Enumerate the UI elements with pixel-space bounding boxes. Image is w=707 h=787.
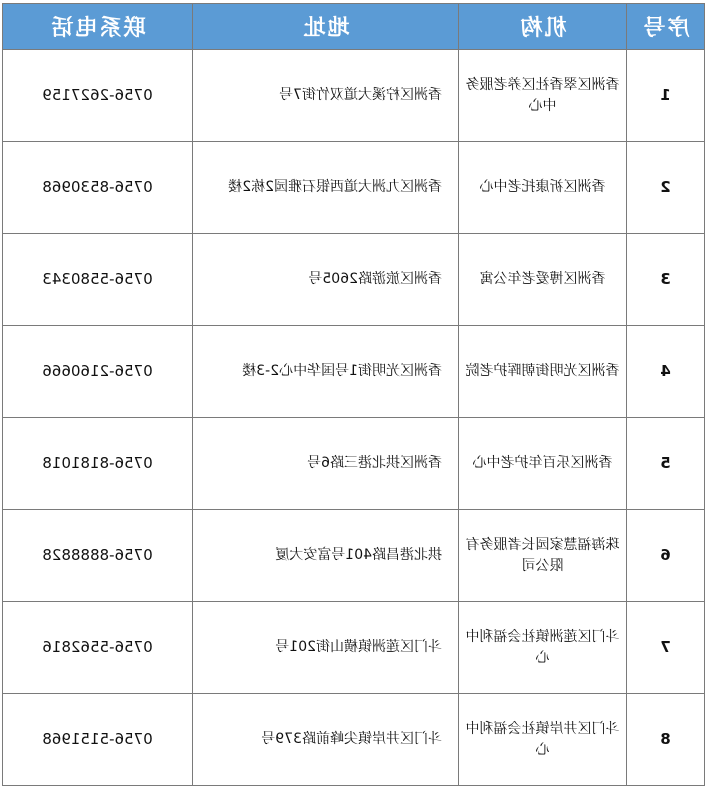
row-address: 拱北港昌路401号富安大厦 xyxy=(193,510,459,602)
row-phone: 0756-5562816 xyxy=(3,602,193,694)
row-index: 5 xyxy=(627,418,705,510)
row-org: 香洲区光明街朝晖护老院 xyxy=(459,326,627,418)
table-row xyxy=(3,510,705,602)
header-index: 序号 xyxy=(627,4,705,50)
table-row xyxy=(3,418,705,510)
row-org: 斗门区井岸镇社会福利中心 xyxy=(459,694,627,786)
header-address: 地址 xyxy=(193,4,459,50)
table-row xyxy=(3,234,705,326)
header-phone: 联系电话 xyxy=(3,4,193,50)
row-phone: 0756-8181018 xyxy=(3,418,193,510)
table-row xyxy=(3,142,705,234)
row-org: 香洲区乐百年护老中心 xyxy=(459,418,627,510)
row-org: 香洲区翠香社区养老服务中心 xyxy=(459,50,627,142)
row-address: 香洲区柠溪大道双竹街7号 xyxy=(193,50,459,142)
row-index: 4 xyxy=(627,326,705,418)
row-org: 香洲区祈康托老中心 xyxy=(459,142,627,234)
row-phone: 0756-2160666 xyxy=(3,326,193,418)
row-index: 6 xyxy=(627,510,705,602)
table-row xyxy=(3,694,705,786)
row-org: 香洲区博爱老年公寓 xyxy=(459,234,627,326)
row-index: 3 xyxy=(627,234,705,326)
row-phone: 0756-5580343 xyxy=(3,234,193,326)
row-index: 2 xyxy=(627,142,705,234)
row-address: 斗门区井岸镇尖峰前路379号 xyxy=(193,694,459,786)
table-row xyxy=(3,50,705,142)
row-address: 香洲区拱北港三路6号 xyxy=(193,418,459,510)
row-phone: 0756-2627159 xyxy=(3,50,193,142)
row-address: 香洲区旅游路2605号 xyxy=(193,234,459,326)
table-row xyxy=(3,602,705,694)
row-index: 1 xyxy=(627,50,705,142)
row-address: 斗门区莲洲镇横山街201号 xyxy=(193,602,459,694)
row-phone: 0756-8530968 xyxy=(3,142,193,234)
row-index: 8 xyxy=(627,694,705,786)
row-org: 珠海福慧家园长者服务有限公司 xyxy=(459,510,627,602)
row-address: 香洲区九洲大道西银石雅园2栋2楼 xyxy=(193,142,459,234)
header-org: 机构 xyxy=(459,4,627,50)
row-index: 7 xyxy=(627,602,705,694)
header-row xyxy=(3,4,705,50)
row-phone: 0756-5151968 xyxy=(3,694,193,786)
table-row xyxy=(3,326,705,418)
row-org: 斗门区莲洲镇社会福利中心 xyxy=(459,602,627,694)
row-phone: 0756-8888828 xyxy=(3,510,193,602)
row-address: 香洲区光明街1号国华中心2-3楼 xyxy=(193,326,459,418)
institution-table xyxy=(2,3,705,786)
